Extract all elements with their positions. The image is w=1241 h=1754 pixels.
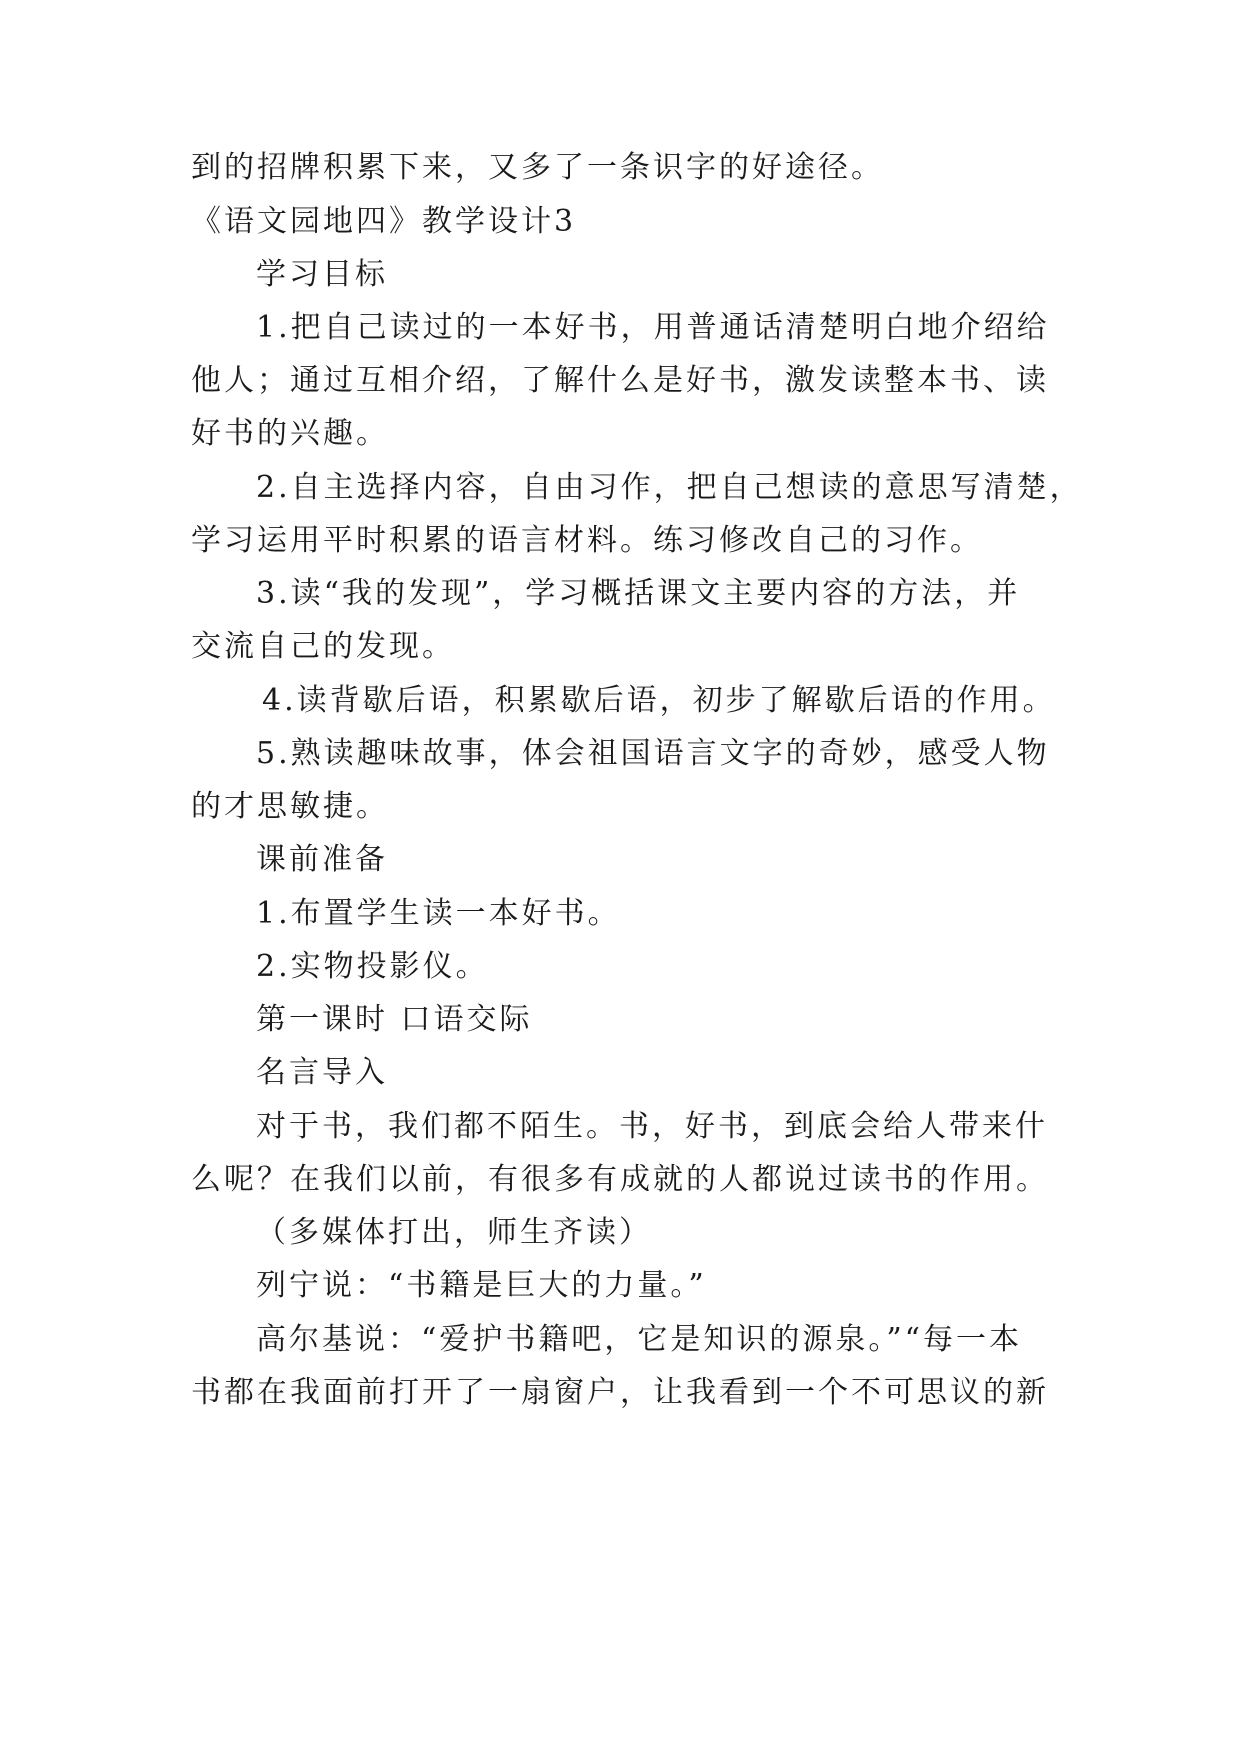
text-line: 1.把自己读过的一本好书，用普通话清楚明白地介绍给	[256, 310, 1050, 345]
text-line: 高尔基说：“爱护书籍吧，它是知识的源泉。”“每一本	[256, 1322, 1023, 1357]
heading-preparation: 课前准备	[256, 842, 388, 877]
text-line: 5.熟读趣味故事，体会祖国语言文字的奇妙，感受人物	[256, 736, 1050, 771]
text-line: 交流自己的发现。	[191, 629, 455, 664]
text-line: 好书的兴趣。	[191, 416, 389, 451]
text-line: 他人；通过互相介绍，了解什么是好书，激发读整本书、读	[191, 363, 1049, 398]
text-line: 列宁说：“书籍是巨大的力量。”	[256, 1268, 707, 1303]
text-line: 2.自主选择内容，自由习作，把自己想读的意思写清楚，	[256, 470, 1083, 505]
text-line: （多媒体打出，师生齐读）	[256, 1215, 652, 1250]
section-title: 《语文园地四》教学设计3	[191, 204, 577, 239]
heading-lesson-one: 第一课时 口语交际	[256, 1002, 533, 1037]
heading-learning-goals: 学习目标	[256, 257, 388, 292]
text-line: 2.实物投影仪。	[256, 949, 489, 984]
text-line: 对于书，我们都不陌生。书，好书，到底会给人带来什	[256, 1109, 1048, 1144]
text-line: 么呢？在我们以前，有很多有成就的人都说过读书的作用。	[191, 1162, 1049, 1197]
heading-quote-intro: 名言导入	[256, 1055, 388, 1090]
text-line: 1.布置学生读一本好书。	[256, 896, 621, 931]
text-line: 书都在我面前打开了一扇窗户，让我看到一个不可思议的新	[191, 1375, 1049, 1410]
text-line: 到的招牌积累下来，又多了一条识字的好途径。	[191, 150, 884, 185]
text-line: 的才思敏捷。	[191, 789, 389, 824]
text-line: 4.读背歇后语，积累歇后语，初步了解歇后语的作用。	[262, 683, 1056, 718]
text-line: 学习运用平时积累的语言材料。练习修改自己的习作。	[191, 523, 983, 558]
text-line: 3.读“我的发现”，学习概括课文主要内容的方法，并	[256, 576, 1021, 611]
